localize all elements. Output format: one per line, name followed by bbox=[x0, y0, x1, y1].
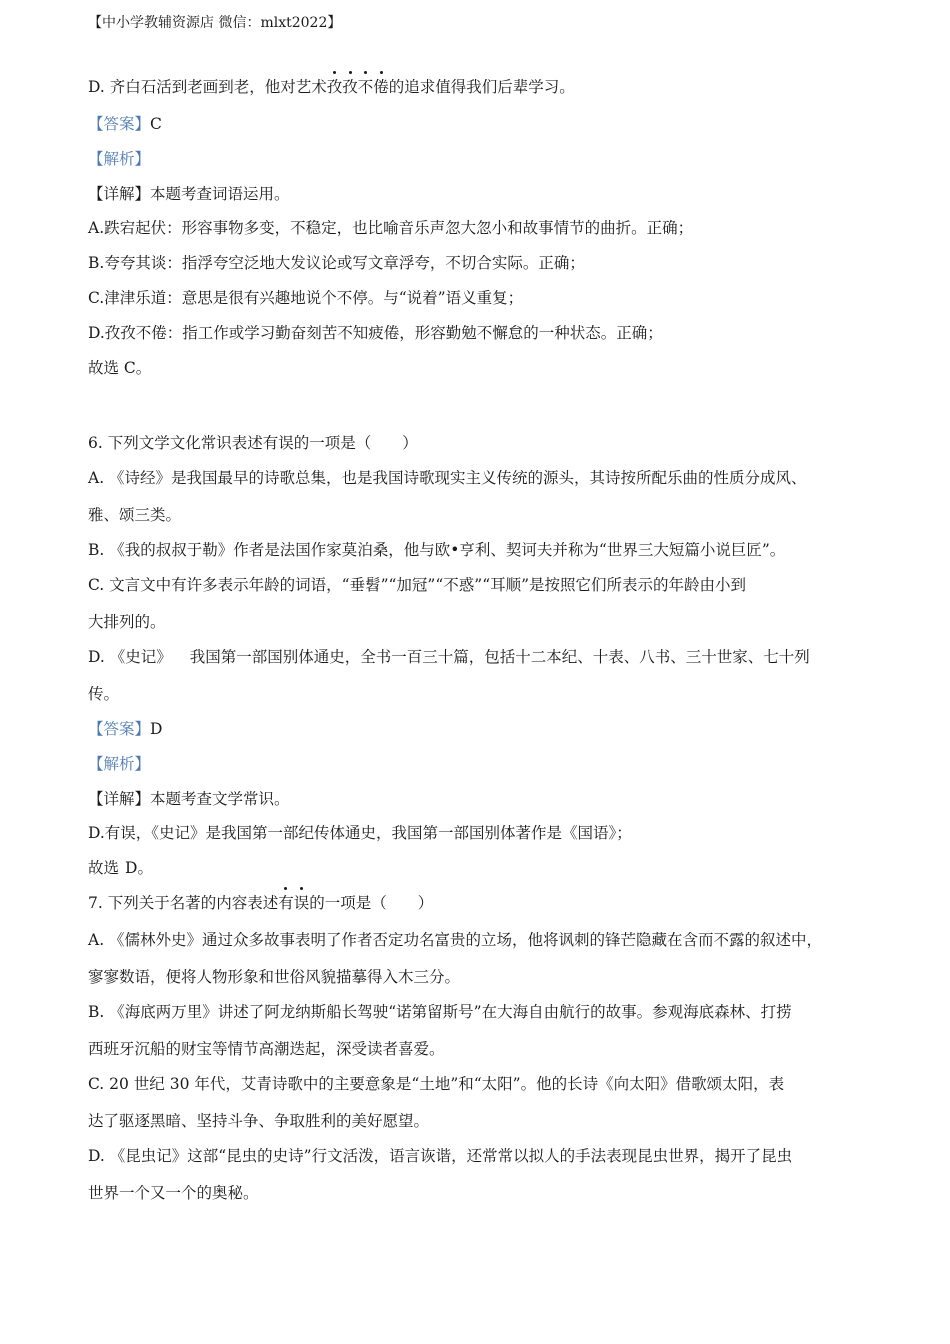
q5-analysis-label: 【解析】 bbox=[88, 150, 151, 168]
q5-explain-b: B.夸夸其谈：指浮夸空泛地大发议论或写文章浮夸，不切合实际。正确； bbox=[88, 254, 585, 272]
page-header: 【中小学教辅资源店 微信：mlxt2022】 bbox=[88, 15, 342, 31]
q6-analysis-label: 【解析】 bbox=[88, 755, 151, 773]
emphasis-dot-char: 孜 bbox=[342, 78, 358, 96]
q5-explain-d: D.孜孜不倦：指工作或学习勤奋刻苦不知疲倦，形容勤勉不懈怠的一种状态。正确； bbox=[88, 324, 663, 342]
q6-explain-d: D.有误，《史记》是我国第一部纪传体通史，我国第一部国别体著作是《国语》； bbox=[88, 824, 632, 842]
q6-conclusion-prefix: 故选 bbox=[88, 859, 120, 877]
q6-detail: 【详解】本题考查文学常识。 bbox=[88, 790, 290, 808]
emphasis-dot-char: 不 bbox=[357, 78, 374, 96]
q5-conclusion: 故选 C。 bbox=[88, 359, 152, 377]
q6-conclusion-answer: D。 bbox=[125, 859, 153, 877]
q7-stem bbox=[88, 892, 433, 914]
q5-option-d-post: 的追求值得我们后辈学习。 bbox=[388, 78, 575, 96]
q5-option-d bbox=[88, 76, 575, 98]
q6-conclusion bbox=[88, 857, 153, 879]
emphasis-dot-char: 误 bbox=[293, 894, 310, 912]
q6-option-c-line1: C. 文言文中有许多表示年龄的词语，“垂髫”“加冠”“不惑”“耳顺”是按照它们所表示的年龄由小到 bbox=[88, 576, 747, 594]
q6-option-d-line2: 传。 bbox=[88, 685, 120, 703]
q6-option-d-line1 bbox=[88, 646, 810, 668]
q5-option-d-pre: D. 齐白石活到老画到老，他对艺术 bbox=[88, 78, 327, 96]
q5-explain-a: A.跌宕起伏：形容事物多变，不稳定，也比喻音乐声忽大忽小和故事情节的曲折。正确； bbox=[88, 219, 694, 237]
q7-stem-pre: 7. 下列关于名著的内容表述 bbox=[88, 894, 279, 912]
answer-value: C bbox=[150, 115, 162, 133]
q7-option-c-line2: 达了驱逐黑暗、坚持斗争、争取胜利的美好愿望。 bbox=[88, 1112, 430, 1130]
q7-option-c-line1: C. 20 世纪 30 年代，艾青诗歌中的主要意象是“土地”和“太阳”。他的长诗《向太阳》借歌颂太阳，表 bbox=[88, 1075, 785, 1093]
q7-option-a-line1: A. 《儒林外史》通过众多故事表明了作者否定功名富贵的立场，他将讽刺的锋芒隐藏在含而不露的叙述中， bbox=[88, 931, 823, 949]
q6-option-a-line1: A. 《诗经》是我国最早的诗歌总集，也是我国诗歌现实主义传统的源头，其诗按所配乐曲的性质分成风、 bbox=[88, 469, 807, 487]
q6-option-a-line2: 雅、颂三类。 bbox=[88, 506, 182, 524]
answer-label: 【答案】 bbox=[88, 720, 151, 738]
q6-option-d-text: 我国第一部国别体通史，全书一百三十篇，包括十二本纪、十表、八书、三十世家、七十列 bbox=[189, 648, 810, 666]
q5-answer bbox=[88, 113, 162, 135]
q6-option-c-line2: 大排列的。 bbox=[88, 613, 166, 631]
q7-option-a-line2: 寥寥数语，便将人物形象和世俗风貌描摹得入木三分。 bbox=[88, 968, 461, 986]
q6-option-d-book: D. 《史记》 bbox=[88, 648, 172, 666]
q6-stem: 6. 下列文学文化常识表述有误的一项是（ ） bbox=[88, 434, 418, 452]
q7-option-b-line1: B. 《海底两万里》讲述了阿龙纳斯船长驾驶“诺第留斯号”在大海自由航行的故事。参观海底森林、打捞 bbox=[88, 1003, 792, 1021]
q6-option-b: B. 《我的叔叔于勒》作者是法国作家莫泊桑，他与欧•亨利、契诃夫并称为“世界三大短篇小说巨匠”。 bbox=[88, 541, 786, 559]
q6-answer bbox=[88, 718, 162, 740]
answer-label: 【答案】 bbox=[88, 115, 151, 133]
q7-option-d-line2: 世界一个又一个的奥秘。 bbox=[88, 1184, 259, 1202]
emphasis-dot-char: 倦 bbox=[373, 78, 389, 96]
answer-value: D bbox=[150, 720, 163, 738]
q7-option-d-line1: D. 《昆虫记》这部“昆虫的史诗”行文活泼，语言诙谐，还常常以拟人的手法表现昆虫世界，揭开了昆虫 bbox=[88, 1147, 793, 1165]
q5-detail: 【详解】本题考查词语运用。 bbox=[88, 185, 290, 203]
emphasis-dot-char: 有 bbox=[278, 894, 294, 912]
q7-option-b-line2: 西班牙沉船的财宝等情节高潮迭起，深受读者喜爱。 bbox=[88, 1040, 445, 1058]
q5-explain-c: C.津津乐道：意思是很有兴趣地说个不停。与“说着”语义重复； bbox=[88, 289, 524, 307]
q7-stem-post: 的一项是（ ） bbox=[309, 894, 434, 912]
emphasis-dot-char: 孜 bbox=[326, 78, 343, 96]
